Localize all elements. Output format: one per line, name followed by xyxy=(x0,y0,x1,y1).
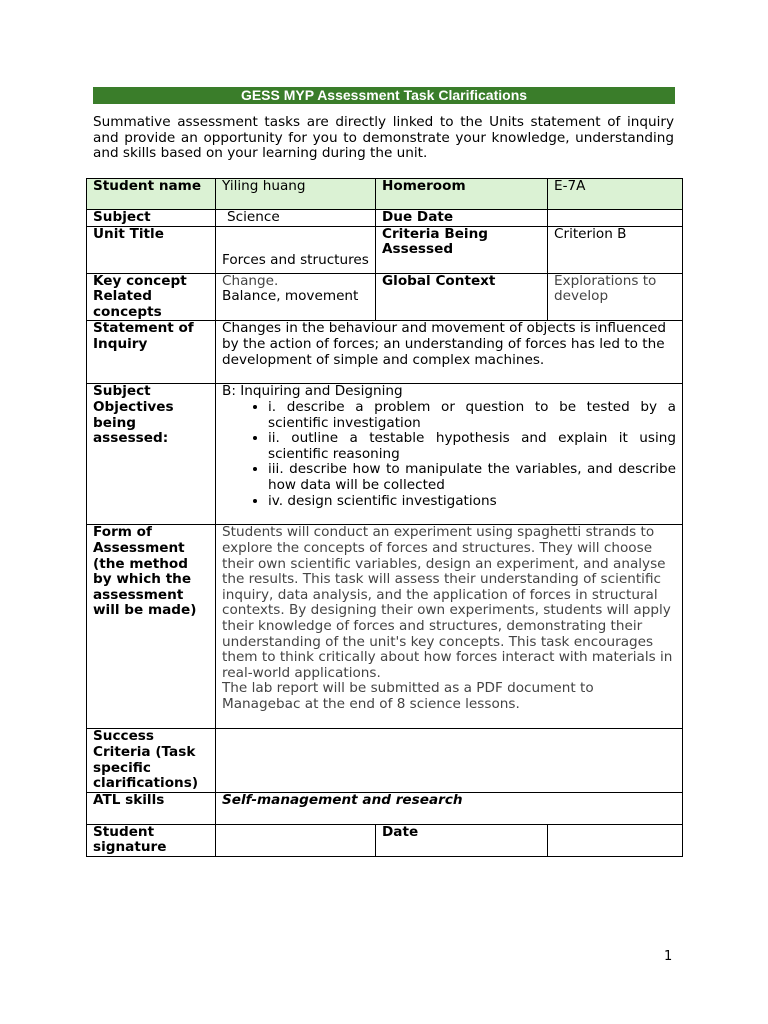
table-row xyxy=(87,729,683,792)
key-concept-value[interactable] xyxy=(216,273,376,321)
form-of-assessment-label: Form of Assessment (the method by which the assessment will be made) xyxy=(87,525,216,729)
criteria-label: Criteria Being Assessed xyxy=(376,226,548,273)
atl-skills-label: ATL skills xyxy=(87,792,216,824)
assessment-form-table xyxy=(86,178,683,857)
page-number: 1 xyxy=(664,949,673,964)
student-name-value[interactable]: Yiling huang xyxy=(216,179,376,210)
subject-value[interactable]: Science xyxy=(216,210,376,227)
table-row xyxy=(87,210,683,227)
form-of-assessment-text: Students will conduct an experiment using spaghetti strands to explore the concepts of forces and structures. They will choose their own scientific variables, design an experiment, and analyse the results. This task will assess their understanding of scientific inquiry, data analysis, and the application of forces in structural contexts. By designing their own experiments, students will apply their knowledge of forces and structures, demonstrating their understanding of the unit's key concepts. This task encourages them to think critically about how forces interact with materials in real-world applications. xyxy=(222,524,673,681)
global-context-value[interactable]: Explorations to develop xyxy=(548,273,683,321)
table-row xyxy=(87,226,683,273)
table-row xyxy=(87,792,683,824)
student-signature-label: Student signature xyxy=(87,824,216,856)
table-row xyxy=(87,824,683,856)
homeroom-label: Homeroom xyxy=(376,179,548,210)
table-row xyxy=(87,273,683,321)
objectives-label: Subject Objectives being assessed: xyxy=(87,384,216,525)
soi-label: Statement of Inquiry xyxy=(87,321,216,384)
table-row xyxy=(87,179,683,210)
success-criteria-value[interactable] xyxy=(216,729,683,792)
soi-value[interactable]: Changes in the behaviour and movement of objects is influenced by the action of forces; an understanding of forces has led to the development of simple and complex machines. xyxy=(216,321,683,384)
homeroom-value[interactable]: E-7A xyxy=(548,179,683,210)
unit-title-label: Unit Title xyxy=(87,226,216,273)
objectives-list xyxy=(222,400,676,509)
table-row xyxy=(87,525,683,729)
form-of-assessment-value[interactable] xyxy=(216,525,683,729)
date-value[interactable] xyxy=(548,824,683,856)
key-concept-text: Change. xyxy=(222,272,279,289)
student-signature-value[interactable] xyxy=(216,824,376,856)
student-name-label: Student name xyxy=(87,179,216,210)
table-row xyxy=(87,321,683,384)
list-item: • iv. design scientific investigations xyxy=(268,494,676,510)
list-item: • ii. outline a testable hypothesis and explain it using scientific reasoning xyxy=(268,431,676,462)
form-of-assessment-submission: The lab report will be submitted as a PDF document to Managebac at the end of 8 science lessons. xyxy=(222,680,594,712)
due-date-label: Due Date xyxy=(376,210,548,227)
related-concepts-text: Balance, movement xyxy=(222,288,359,305)
due-date-value[interactable] xyxy=(548,210,683,227)
table-row xyxy=(87,384,683,525)
subject-label: Subject xyxy=(87,210,216,227)
intro-paragraph: Summative assessment tasks are directly linked to the Units statement of inquiry and provide an opportunity for you to demonstrate your knowledge, understanding and skills based on your learning during the unit. xyxy=(93,114,674,162)
objectives-value[interactable] xyxy=(216,384,683,525)
objectives-heading: B: Inquiring and Designing xyxy=(222,383,403,400)
list-item: • iii. describe how to manipulate the variables, and describe how data will be collected xyxy=(268,462,676,493)
success-criteria-label: Success Criteria (Task specific clarifications) xyxy=(87,729,216,792)
list-item: • i. describe a problem or question to be tested by a scientific investigation xyxy=(268,400,676,431)
unit-title-value[interactable]: Forces and structures xyxy=(216,226,376,273)
atl-skills-value[interactable]: Self-management and research xyxy=(216,792,683,824)
key-concept-label: Key concept Related concepts xyxy=(87,273,216,321)
page-title-banner: GESS MYP Assessment Task Clarifications xyxy=(93,87,675,104)
global-context-label: Global Context xyxy=(376,273,548,321)
criteria-value[interactable]: Criterion B xyxy=(548,226,683,273)
date-label: Date xyxy=(376,824,548,856)
